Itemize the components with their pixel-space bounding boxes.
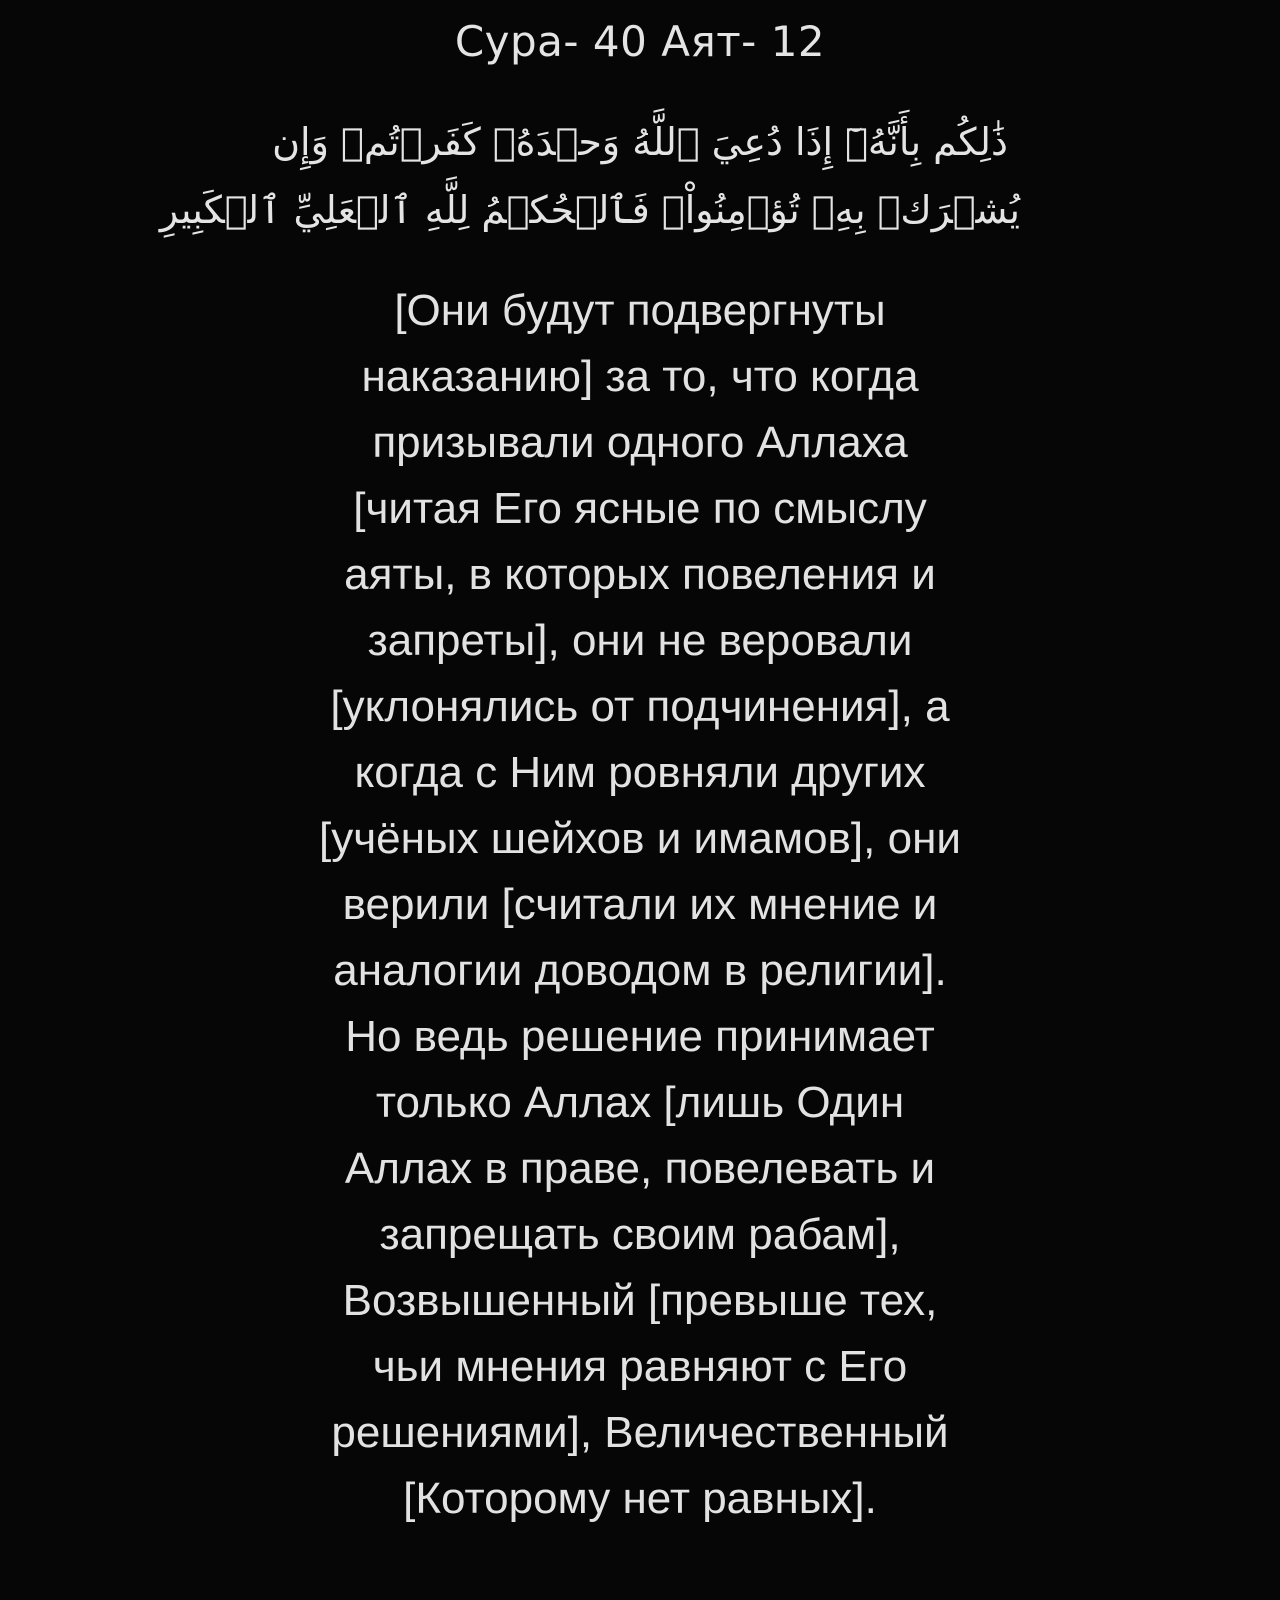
translation-line: верили [считали их мнение и xyxy=(342,880,938,929)
russian-translation xyxy=(260,278,1020,1532)
translation-line: [учёных шейхов и имамов], они xyxy=(319,814,961,863)
arabic-verse xyxy=(159,108,1020,244)
translation-line: только Аллах [лишь Один xyxy=(375,1078,905,1127)
translation-line: решениями], Величественный xyxy=(331,1408,949,1457)
translation-line: [Они будут подвергнуты xyxy=(394,286,886,335)
translation-line: Возвышенный [превыше тех, xyxy=(342,1276,938,1325)
translation-line: чьи мнения равняют с Его xyxy=(372,1342,908,1391)
translation-line: [читая Его ясные по смыслу xyxy=(353,484,927,533)
arabic-line: يُشۡرَكۡ بِهِۦ تُؤۡمِنُواْۚ فَٱلۡحُكۡمُ لِلَّهِ ٱلۡعَلِيِّ ٱلۡكَبِيرِ xyxy=(159,188,1020,232)
translation-line: Аллах в праве, повелевать и xyxy=(344,1144,936,1193)
translation-line: [Которому нет равных]. xyxy=(403,1474,877,1523)
translation-line: запрещать своим рабам], xyxy=(379,1210,901,1259)
translation-line: запреты], они не веровали xyxy=(367,616,913,665)
translation-line: наказанию] за то, что когда xyxy=(361,352,919,401)
surah-ayah-title: Сура- 40 Аят- 12 xyxy=(454,17,826,66)
translation-line: аналогии доводом в религии]. xyxy=(333,946,947,995)
translation-line: аяты, в которых повеления и xyxy=(344,550,936,599)
translation-line: Но ведь решение принимает xyxy=(345,1012,935,1061)
translation-line: когда с Ним ровняли других xyxy=(354,748,926,797)
arabic-line: ذَٰلِكُم بِأَنَّهُۥٓ إِذَا دُعِيَ ٱللَّهُ وَحۡدَهُۥ كَفَرۡتُمۡ وَإِن xyxy=(272,120,1008,164)
translation-line: призывали одного Аллаха xyxy=(372,418,908,467)
translation-line: [уклонялись от подчинения], а xyxy=(330,682,950,731)
